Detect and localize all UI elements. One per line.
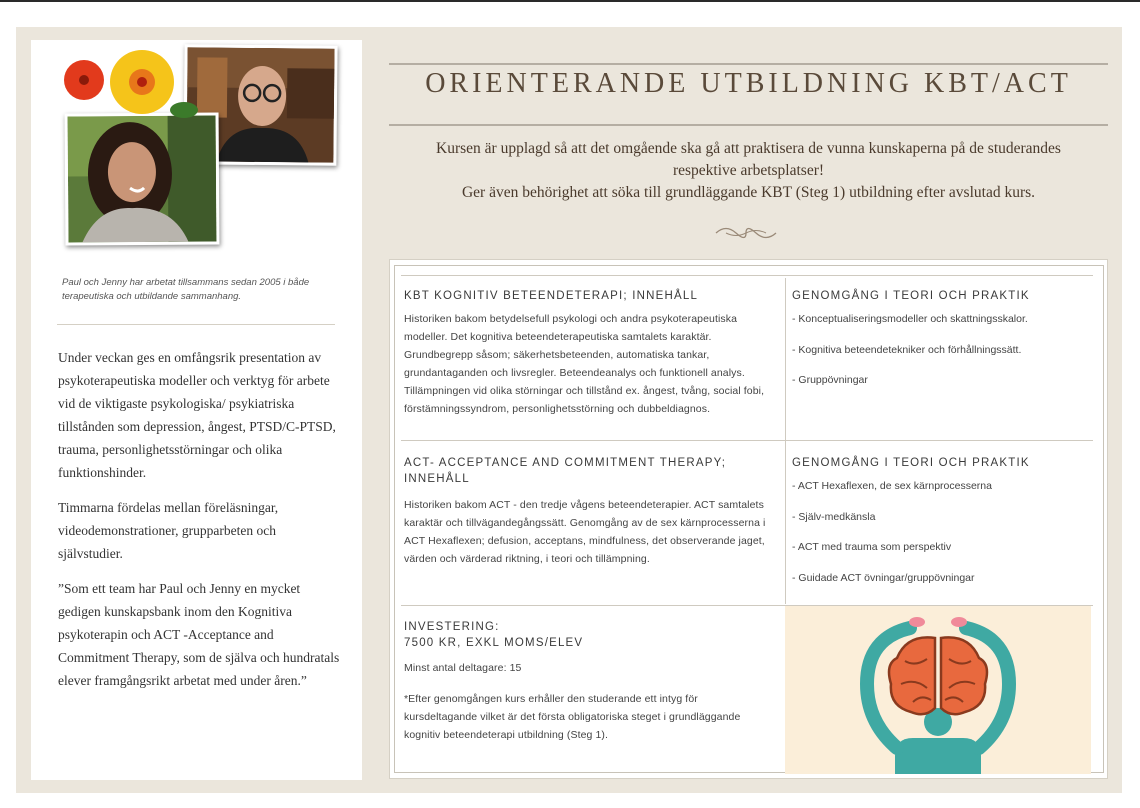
description-paragraph: Timmarna fördelas mellan föreläsningar, videodemonstrationer, grupparbeten och självstudier. <box>58 500 279 561</box>
act-practice-heading: GENOMGÅNG I TEORI OCH PRAKTIK <box>792 457 1030 469</box>
title-rule-bottom <box>389 124 1108 126</box>
act-practice-list <box>792 480 1092 602</box>
list-item: - Konceptualiseringsmodeller och skattningsskalor. <box>792 313 1028 325</box>
section-rule <box>401 440 1093 441</box>
photo-caption: Paul och Jenny har arbetat tillsammans sedan 2005 i både terapeutiska och utbildande sammanhang. <box>62 277 310 302</box>
intro-line: Ger även behörighet att söka till grundläggande KBT (Steg 1) utbildning efter avslutad kurs. <box>461 184 1036 201</box>
section-rule <box>401 275 1093 276</box>
photo-jenny <box>65 112 220 245</box>
course-description <box>58 346 340 704</box>
list-item: - ACT Hexaflexen, de sex kärnprocesserna <box>792 480 992 492</box>
act-heading: ACT- ACCEPTANCE AND COMMITMENT THERAPY; INNEHÅLL <box>404 457 727 485</box>
list-item: - Gruppövningar <box>792 374 868 386</box>
list-item: - Guidade ACT övningar/gruppövningar <box>792 571 975 584</box>
intro-text <box>389 138 1108 204</box>
list-item: - ACT med trauma som perspektiv <box>792 541 952 553</box>
min-participants: Minst antal deltagare: 15 <box>404 662 522 674</box>
column-divider <box>785 278 786 604</box>
act-body: Historiken bakom ACT - den tredje vågens beteendeterapier. ACT samtalets karaktär och tillvägandegångssätt. Genomgång av de sex kärnprocesserna i ACT Hexaflexen; defusion, acceptans, mindfulness, det observerande jaget, värden och värderad riktning, i teori och tillämpning. <box>404 499 766 565</box>
brain-illustration <box>785 606 1091 774</box>
page-title: ORIENTERANDE UTBILDNING KBT/ACT <box>425 68 1072 99</box>
ornament-icon <box>712 222 780 244</box>
intro-line: Kursen är upplagd så att det omgående ska gå att praktisera de vunna kunskaperna på de studerandes <box>436 140 1061 157</box>
investment-price: 7500 KR, EXKL MOMS/ELEV <box>404 637 584 649</box>
top-border <box>0 0 1140 2</box>
certificate-note: *Efter genomgången kurs erhåller den studerande ett intyg för kursdeltagande vilket är det första obligatoriska steget i grundläggande kognitiv beteendeterapi utbildning (Steg 1). <box>404 693 741 741</box>
description-paragraph: Under veckan ges en omfångsrik presentation av psykoterapeutiska modeller och verktyg för arbete vid de viktigaste psykologiska/ psykiatriska tillstånden som depression, ångest, PTSD/C-PTSD, trauma, personlighetsstörningar och olika funktionshinder. <box>58 350 336 480</box>
kbt-body: Historiken bakom betydelsefull psykologi och andra psykoterapeutiska modeller. Det kognitiva beteendeterapeutiska samtalets karaktär. Grundbegrepp såsom; säkerhetsbeteenden, automatiska tankar, grundantaganden och livsregler. Beteendeanalys och funktionell analys. Tillämpningen vid olika störningar och tillstånd ex. ångest, tvång, social fobi, förstämningssyndrom, personlighetsstörning och dubbeldiagnos. <box>404 313 765 415</box>
divider <box>57 324 335 325</box>
investment-heading: INVESTERING: <box>404 621 500 633</box>
quote-paragraph: ”Som ett team har Paul och Jenny en mycket gedigen kunskapsbank inom den Kognitiva psykoterapin och ACT -Acceptance and Commitment Therapy, som de själva och hundratals elever framgångsrikt arbetat med under åren.” <box>58 581 340 688</box>
title-rule-top <box>389 63 1108 65</box>
kbt-practice-heading: GENOMGÅNG I TEORI OCH PRAKTIK <box>792 290 1030 302</box>
kbt-heading: KBT KOGNITIV BETEENDETERAPI; INNEHÅLL <box>404 290 699 302</box>
list-item: - Kognitiva beteendetekniker och förhållningssätt. <box>792 343 1022 356</box>
list-item: - Själv-medkänsla <box>792 510 876 523</box>
kbt-practice-list <box>792 313 1092 405</box>
intro-line: respektive arbetsplatser! <box>672 162 825 179</box>
hibiscus-flowers <box>62 50 202 125</box>
